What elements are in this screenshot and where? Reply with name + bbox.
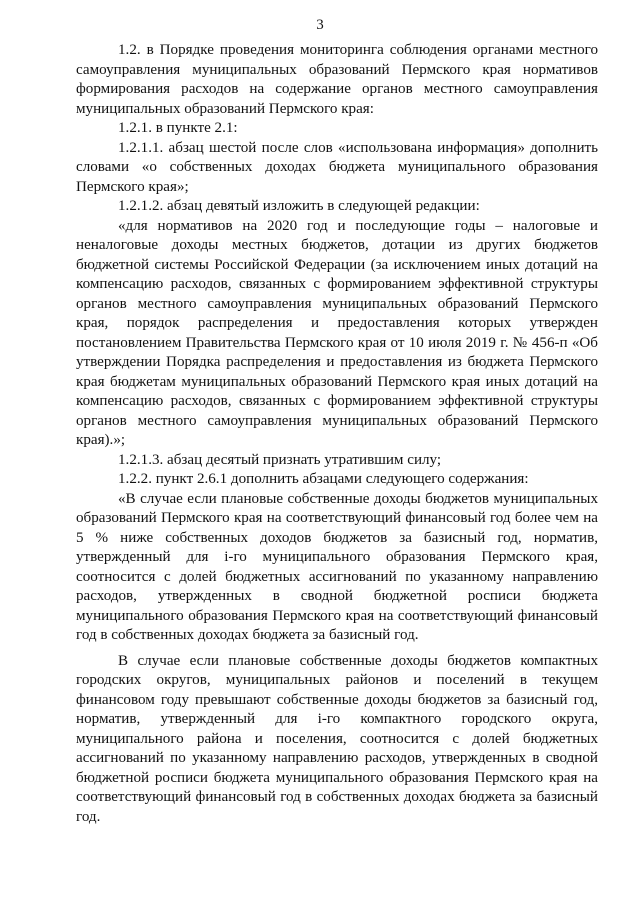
paragraph-1-2-1-3: 1.2.1.3. абзац десятый признать утратившим силу; xyxy=(118,451,442,468)
paragraph-quoted-norms: «для нормативов на 2020 год и последующие годы – налоговые и неналоговые доходы местных бюджетов, дотации из других бюджетов бюджетной системы Российской Федерации (за исключением иных дотаций на компенсацию расходов, связанных с формированием эффективной структуры органов местного самоуправления муниципальных образований Пермского края, порядок распределения и предоставления которых утвержден постановлением Правительства Пермского края от 10 июля 2019 г. № 456-п «Об утверждении Порядка распределения и предоставления из бюджета Пермского края бюджетам муниципальных образований Пермского края иных дотаций на компенсацию расходов, связанных с формированием эффективной структуры органов местного самоуправления муниципальных образований Пермского края).»; xyxy=(76,217,598,448)
paragraph-1-2-1: 1.2.1. в пункте 2.1: xyxy=(118,120,238,136)
paragraph-quoted-case-1: «В случае если плановые собственные доходы бюджетов муниципальных образований Пермского края на соответствующий финансовый год более чем на 5 % ниже собственных доходов бюджетов за базисный год, норматив, утвержденный для i-го муниципального образования Пермского края, соотносится с долей бюджетных ассигнований по указанному направлению расходов, утвержденных в сводной бюджетной росписи бюджета муниципального образования Пермского края на соответствующий финансовый год в собственных доходах бюджета за базисный год. xyxy=(76,490,598,643)
paragraph-1-2-1-1: 1.2.1.1. абзац шестой после слов «использована информация» дополнить словами «о собственных доходах бюджета муниципального образования Пермского края»; xyxy=(76,139,598,195)
document-body xyxy=(76,41,598,827)
paragraph-1-2: 1.2. в Порядке проведения мониторинга соблюдения органами местного самоуправления муниципальных образований Пермского края нормативов формирования расходов на содержание органов местного самоуправления муниципальных образований Пермского края: xyxy=(76,42,598,117)
paragraph-1-2-1-2: 1.2.1.2. абзац девятый изложить в следующей редакции: xyxy=(118,198,480,214)
page-number: 3 xyxy=(316,17,324,33)
paragraph-1-2-2: 1.2.2. пункт 2.6.1 дополнить абзацами следующего содержания: xyxy=(118,471,529,487)
paragraph-quoted-case-2: В случае если плановые собственные доходы бюджетов компактных городских округов, муниципальных районов и поселений в текущем финансовом году превышают собственные доходы бюджетов за базисный год, норматив, утвержденный для i-го компактного городского округа, муниципального района и поселения, соотносится с долей бюджетных ассигнований по указанному направлению расходов, утвержденных в сводной бюджетной росписи бюджета муниципального образования Пермского края на соответствующий финансовый год в собственных доходах бюджета за базисный год. xyxy=(76,652,598,825)
